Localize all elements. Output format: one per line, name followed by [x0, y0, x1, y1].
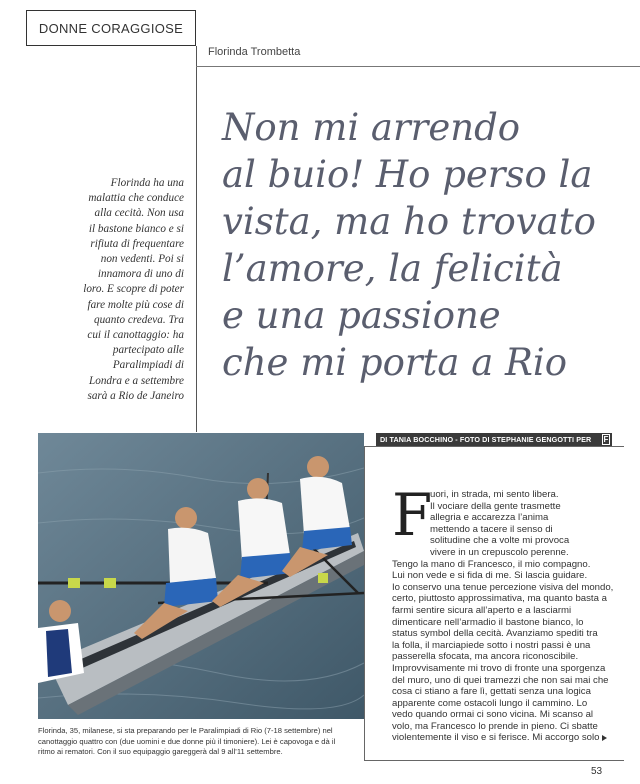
headline-line: al buio! Ho perso la — [222, 153, 593, 196]
caption-line: ritmo ai rematori. Con il suo equipaggio gareggerà dal 9 all’11 settembre. — [38, 747, 283, 756]
article-line: Improvvisamente mi trovo di fronte una sporgenza — [392, 662, 606, 674]
intro-line: non vedenti. Poi si — [100, 253, 184, 266]
headline-line: e una passione — [222, 294, 501, 337]
article-line: dimenticare nell’armadio il bastone bianco, lo — [392, 616, 584, 628]
intro-line: quanto credeva. Tra — [93, 313, 184, 326]
article-line: volo, ma Francesco lo prende in pieno. Ci sbatte — [392, 720, 598, 732]
article-line: passerella sfocata, ma ancora riconoscibile. — [392, 651, 579, 663]
continue-arrow-icon — [602, 735, 607, 741]
intro-line: rifiuta di frequentare — [90, 237, 184, 250]
headline — [222, 104, 632, 386]
intro-line: Paralimpiadi di — [112, 359, 184, 372]
article-line: Il vociare della gente trasmette — [430, 500, 561, 512]
article-line: Io conservo una tenue percezione visiva del mondo, — [392, 581, 614, 593]
article-line: solitudine che a volte mi provoca — [430, 535, 570, 547]
rowing-illustration — [38, 433, 364, 719]
magazine-logo-icon: F — [603, 435, 609, 444]
caption-line: canottaggio quattro con (due uomini e due donne più il timoniere). Lei è capovoga e dà il — [38, 736, 336, 746]
intro-line: malattia che conduce — [88, 192, 184, 205]
intro-line: fare molte più cose di — [87, 298, 184, 311]
drop-cap: F — [392, 481, 433, 549]
intro-line: sarà a Rio de Janeiro — [87, 389, 184, 402]
divider-horizontal-article — [364, 446, 624, 447]
article-line: mettendo a tacere il senso di — [430, 523, 553, 535]
article-line: del muro, uno di quei tramezzi che non sai mai che — [392, 674, 609, 686]
article-line: vivere in un crepuscolo perenne. — [430, 546, 569, 558]
section-tab — [26, 10, 196, 46]
article-line: status symbol della cecità. Avanziamo spediti tra — [392, 628, 598, 640]
intro-line: il bastone bianco e si — [88, 222, 184, 235]
intro-text — [60, 176, 184, 404]
credit-text: DI TANIA BOCCHINO - FOTO DI STEPHANIE GENGOTTI PER — [380, 435, 592, 444]
credit-bar — [376, 433, 612, 446]
divider-vertical-top — [196, 46, 197, 432]
article-last-line — [392, 732, 622, 744]
headline-line: che mi porta a Rio — [222, 341, 568, 384]
intro-line: Florinda ha una — [110, 177, 184, 189]
intro-line: alla cecità. Non usa — [94, 207, 184, 220]
rowing-photo — [38, 433, 364, 719]
divider-horizontal-top — [196, 66, 640, 67]
caption-line: Florinda, 35, milanese, si sta preparando per le Paralimpiadi di Rio (7-18 settembre) nel — [38, 726, 333, 735]
intro-line: partecipato alle — [112, 344, 184, 357]
article-line: apparente come ostacoli lungo il cammino. Lo — [392, 697, 588, 709]
article-line: certo, piuttosto approssimativa, ma quanto basta a — [392, 593, 607, 605]
article-line: Lui non vede e si fida di me. Si lascia guidare. — [392, 570, 588, 582]
headline-line: vista, ma ho trovato — [222, 200, 596, 243]
article-line: uori, in strada, mi sento libera. — [430, 489, 559, 500]
section-label: DONNE CORAGGIOSE — [38, 20, 184, 36]
photo-caption — [38, 726, 364, 758]
headline-line: Non mi arrendo — [222, 106, 521, 149]
divider-horizontal-bottom — [364, 760, 624, 761]
intro-line: cui il canottaggio: ha — [87, 329, 184, 342]
divider-vertical-article — [364, 446, 365, 760]
article-line: allegria e accarezza l’anima — [430, 512, 549, 524]
author-name: Florinda Trombetta — [208, 46, 301, 58]
article-line: Tengo la mano di Francesco, il mio compagno. — [392, 558, 591, 570]
article-line: vedo quando ormai ci sono vicina. Mi scanso al — [392, 709, 594, 721]
page-number: 53 — [591, 766, 603, 777]
article-body — [392, 489, 622, 744]
article-line: violentemente il viso e si ferisce. Mi accorgo solo — [392, 732, 600, 744]
article-line: cosa ci stiano a fare lì, gettati senza una logica — [392, 686, 591, 698]
article-line: la folla, il marciapiede sotto i nostri passi è una — [392, 639, 591, 651]
intro-line: Londra e a settembre — [89, 374, 184, 387]
article-line: farmi sentire sicura all’aperto e a lasciarmi — [392, 604, 572, 616]
intro-line: loro. E scopre di poter — [83, 283, 184, 296]
headline-line: l’amore, la felicità — [222, 247, 563, 290]
intro-line: innamora di uno di — [97, 268, 184, 281]
